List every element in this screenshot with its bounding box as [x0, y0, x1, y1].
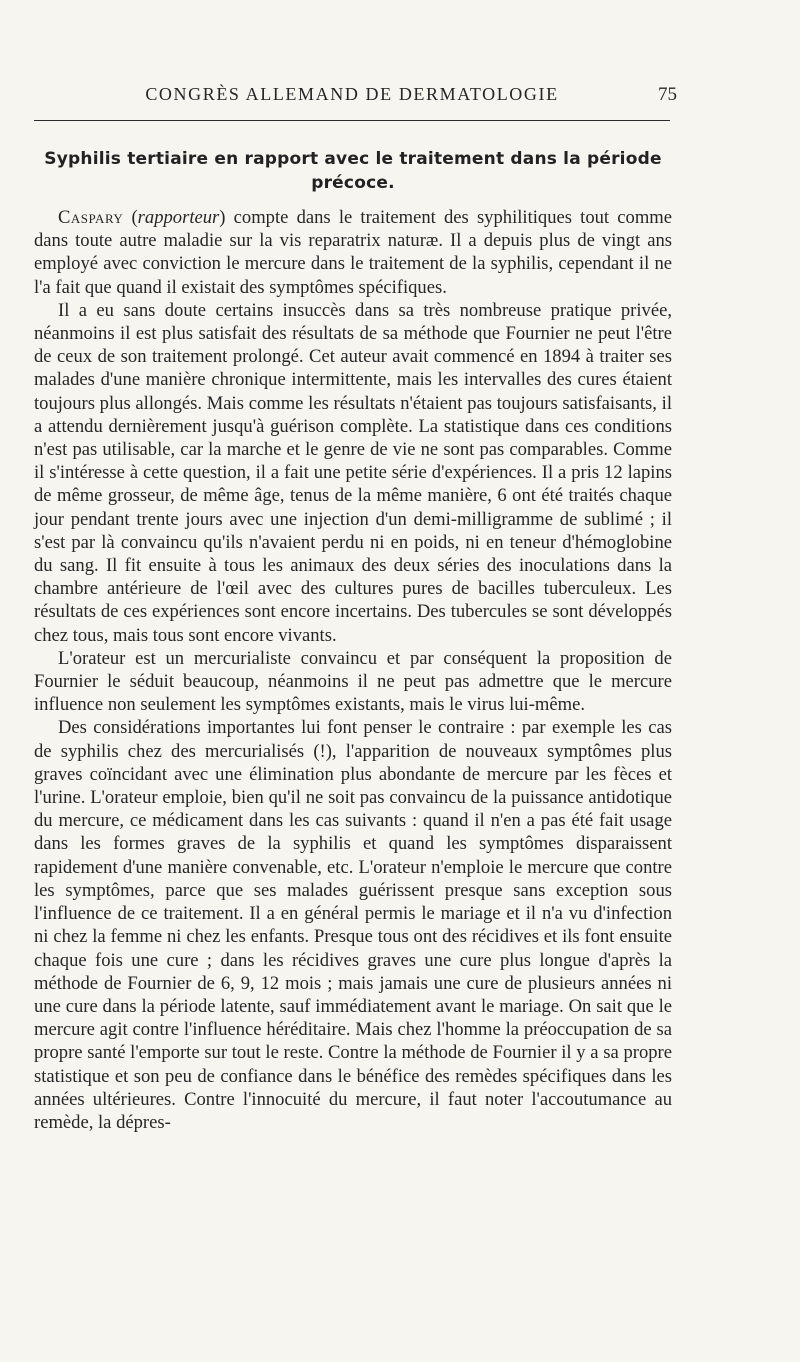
paragraph-4: Des considérations importantes lui font penser le contraire : par exemple les cas de syphilis chez des mercurialisés (!), l'apparition de nouveaux symptômes plus graves coïncidant avec une élimination plus abondante de mercure par les fèces et l'urine. L'orateur emploie, bien qu'il ne soit pas convaincu de la puissance antidotique du mercure, ce médicament dans les cas suivants : quand il n'en a pas été fait usage dans les formes graves de la syphilis et quand les symptômes disparaissent rapidement d'une manière convenable, etc. L'orateur n'emploie le mercure que contre les symptômes, parce que ses malades guérissent presque sans exception sous l'influence de ce traitement. Il a en général permis le mariage et il n'a vu d'infection ni chez la femme ni chez les enfants. Presque tous ont des récidives et ils font ensuite chaque fois une cure ; dans les récidives graves une cure plus longue d'après la méthode de Fournier de 6, 9, 12 mois ; mais jamais une cure de plusieurs années ni une cure dans la période latente, sauf immédiatement avant le mariage. On sait que le mercure agit contre l'influence héréditaire. Mais chez l'homme la préoccupation de sa propre santé l'emporte sur tout le reste. Contre la méthode de Fournier il y a sa propre statistique et son peu de confiance dans le bénéfice des remèdes spécifiques dans les années ultérieures. Contre l'innocuité du mercure, il faut noter l'accoutumance au remède, la dépres- [34, 717, 672, 1133]
paragraph-2: Il a eu sans doute certains insuccès dans sa très nombreuse pratique privée, néanmoins il est plus satisfait des résultats de sa méthode que Fournier ne peut l'être de ceux de son traitement prolongé. Cet auteur avait commencé en 1894 à traiter ses malades d'une manière chronique intermittente, mais les intervalles des cures étaient toujours plus allongés. Mais comme les résultats n'étaient pas toujours satisfaisants, il a attendu dernièrement jusqu'à guérison complète. La statistique dans ces conditions n'est pas utilisable, car la marche et le genre de vie ne sont pas comparables. Comme il s'intéresse à cette question, il a fait une petite série d'expériences. Il a pris 12 lapins de même grosseur, de même âge, tenus de la même manière, 6 ont été traités chaque jour pendant trente jours avec une injection d'un demi-milligramme de sublimé ; il s'est par là convaincu qu'ils n'avaient perdu ni en poids, ni en teneur d'hémoglobine du sang. Il fit ensuite à tous les animaux des deux séries des inoculations dans la chambre antérieure de l'œil avec des cultures pures de bacilles tuberculeux. Les résultats de ces expériences sont encore incertains. Des tubercules se sont développés chez tous, mais tous sont encore vivants. [34, 299, 672, 646]
page-number: 75 [658, 84, 677, 105]
section-title-line-1: Syphilis tertiaire en rapport avec le traitement dans la période [44, 149, 662, 169]
section-title [34, 147, 672, 195]
paragraph-1 [34, 206, 672, 299]
article-content [34, 147, 672, 1134]
body-text [34, 206, 672, 1134]
section-title-line-2: précoce. [311, 173, 395, 193]
header-rule [34, 120, 670, 121]
page-header [32, 84, 677, 108]
running-title: CONGRÈS ALLEMAND DE DERMATOLOGIE [145, 84, 559, 104]
paragraph-1-text: ) compte dans le traitement des syphilitiques tout comme dans toute autre maladie sur la vis reparatrix naturæ. Il a depuis plus de vingt ans employé avec conviction le mercure dans le traitement de la syphilis, cependant il ne l'a fait que quand il existait des symptômes spécifiques. [34, 207, 672, 298]
author-name: Caspary [58, 207, 124, 228]
paragraph-3: L'orateur est un mercurialiste convaincu et par conséquent la proposition de Fournier le séduit beaucoup, néanmoins il ne peut pas admettre que le mercure influence non seulement les symptômes existants, mais le virus lui-même. [34, 647, 672, 716]
paragraph-1-paren-open: ( [123, 207, 138, 228]
author-role: rapporteur [137, 207, 220, 228]
